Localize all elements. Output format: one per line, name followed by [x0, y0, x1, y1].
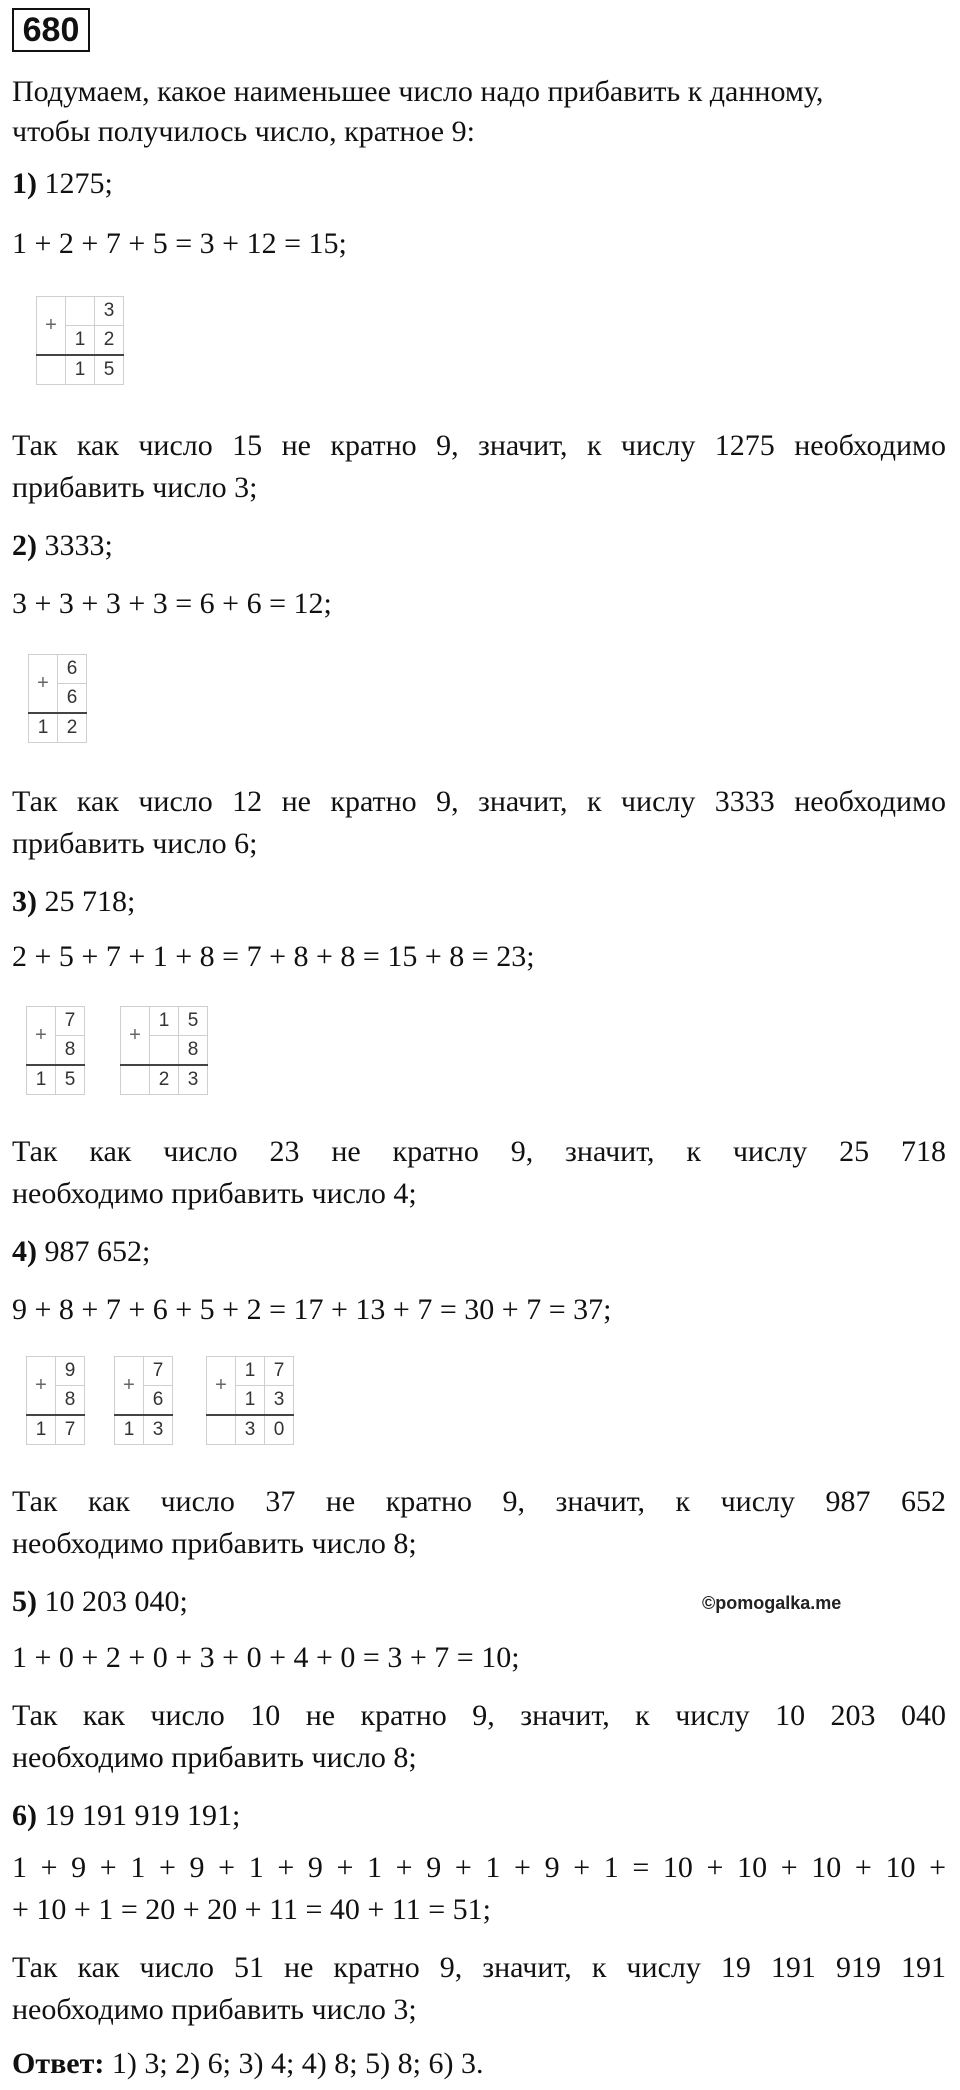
part-2-conclusion-1: Так как число 12 не кратно 9, значит, к числу 3333 необходимо: [12, 785, 946, 818]
part-4-heading: [12, 1230, 946, 1274]
part-1-heading: [12, 162, 946, 206]
part-6-conclusion-1: Так как число 51 не кратно 9, значит, к числу 19 191 919 191: [12, 1951, 946, 1984]
part-4-conclusion-1: Так как число 37 не кратно 9, значит, к числу 987 652: [12, 1485, 946, 1518]
task-number: 680: [12, 8, 90, 52]
part-4-sum: 9 + 8 + 7 + 6 + 5 + 2 = 17 + 13 + 7 = 30 + 7 = 37;: [12, 1293, 612, 1326]
part-3-sum: 2 + 5 + 7 + 1 + 8 = 7 + 8 + 8 = 15 + 8 = 23;: [12, 940, 535, 973]
part-label: 4): [12, 1235, 37, 1268]
part-6-heading: [12, 1794, 946, 1838]
part-6-sum-2: + 10 + 1 = 20 + 20 + 11 = 40 + 11 = 51;: [12, 1893, 491, 1926]
part-5-conclusion-1: Так как число 10 не кратно 9, значит, к числу 10 203 040: [12, 1699, 946, 1732]
addition-grid-1: + 3 1 2 1 5: [36, 296, 124, 385]
plus-sign: +: [207, 1357, 236, 1416]
part-3-conclusion-1: Так как число 23 не кратно 9, значит, к числу 25 718: [12, 1135, 946, 1168]
part-number: 987 652;: [44, 1235, 151, 1268]
addition-grid-4b: + 7 6 1 3: [114, 1356, 173, 1445]
intro-line-1: Подумаем, какое наименьшее число надо прибавить к данному,: [12, 75, 824, 108]
addition-grid-2: + 6 6 1 2: [28, 654, 87, 743]
part-1-sum: 1 + 2 + 7 + 5 = 3 + 12 = 15;: [12, 227, 347, 260]
part-1-conclusion-1: Так как число 15 не кратно 9, значит, к числу 1275 необходимо: [12, 429, 946, 462]
part-6-conclusion-2: необходимо прибавить число 3;: [12, 1993, 417, 2026]
part-number: 3333;: [44, 529, 113, 562]
watermark: ©pomogalka.me: [702, 1593, 842, 1613]
answer-text: 1) 3; 2) 6; 3) 4; 4) 8; 5) 8; 6) 3.: [111, 2047, 484, 2080]
part-2-heading: [12, 524, 946, 568]
part-label: 1): [12, 167, 37, 200]
plus-sign: +: [27, 1007, 56, 1066]
part-2-conclusion-2: прибавить число 6;: [12, 827, 258, 860]
part-label: 3): [12, 885, 37, 918]
answer-line: [12, 2042, 946, 2086]
intro-line-2: чтобы получилось число, кратное 9:: [12, 115, 475, 148]
part-5-sum: 1 + 0 + 2 + 0 + 3 + 0 + 4 + 0 = 3 + 7 = 10;: [12, 1641, 520, 1674]
part-number: 25 718;: [44, 885, 136, 918]
part-number: 10 203 040;: [44, 1585, 188, 1618]
addition-grid-3b: + 1 5 8 2 3: [120, 1006, 208, 1095]
addition-grid-4c: + 1 7 1 3 3 0: [206, 1356, 294, 1445]
part-label: 2): [12, 529, 37, 562]
part-number: 1275;: [44, 167, 113, 200]
part-label: 6): [12, 1799, 37, 1832]
plus-sign: +: [115, 1357, 144, 1416]
answer-label: Ответ:: [12, 2047, 105, 2080]
plus-sign: +: [37, 297, 66, 356]
part-2-sum: 3 + 3 + 3 + 3 = 6 + 6 = 12;: [12, 587, 332, 620]
addition-grid-4a: + 9 8 1 7: [26, 1356, 85, 1445]
part-4-conclusion-2: необходимо прибавить число 8;: [12, 1527, 417, 1560]
part-3-heading: [12, 880, 946, 924]
plus-sign: +: [27, 1357, 56, 1416]
part-label: 5): [12, 1585, 37, 1618]
plus-sign: +: [121, 1007, 150, 1066]
part-5-conclusion-2: необходимо прибавить число 8;: [12, 1741, 417, 1774]
part-number: 19 191 919 191;: [44, 1799, 241, 1832]
addition-grid-3a: + 7 8 1 5: [26, 1006, 85, 1095]
plus-sign: +: [29, 655, 58, 714]
part-1-conclusion-2: прибавить число 3;: [12, 471, 258, 504]
part-6-sum-1: 1 + 9 + 1 + 9 + 1 + 9 + 1 + 9 + 1 + 9 + 1 = 10 + 10 + 10 + 10 +: [12, 1851, 946, 1884]
part-3-conclusion-2: необходимо прибавить число 4;: [12, 1177, 417, 1210]
